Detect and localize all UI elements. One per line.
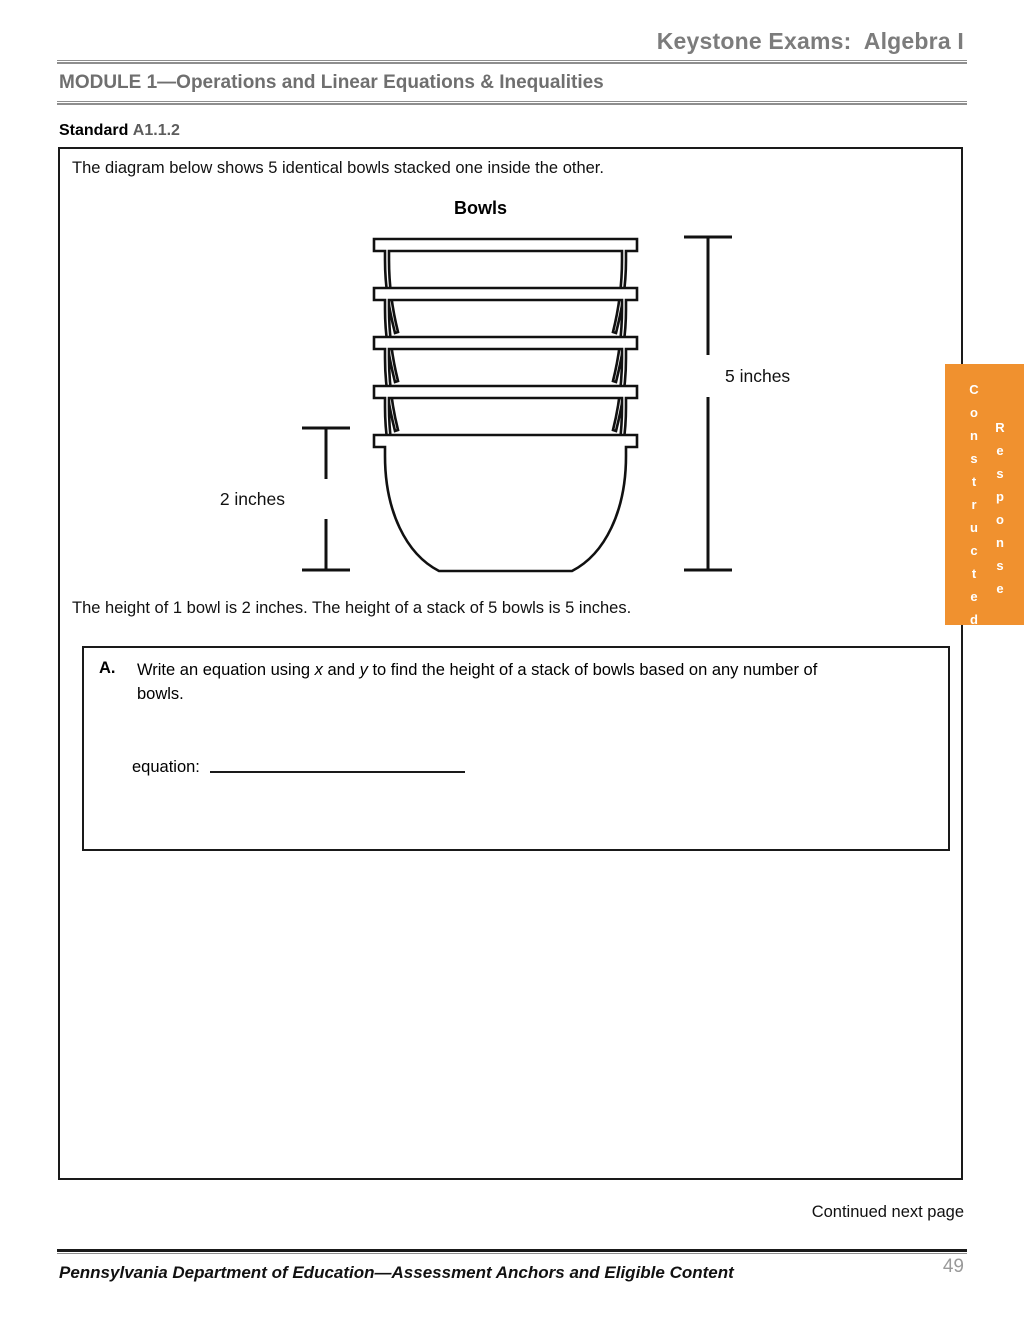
constructed-response-tab bbox=[945, 364, 1024, 625]
standard-code: A1.1.2 bbox=[132, 122, 180, 139]
tab-char: e bbox=[970, 589, 978, 604]
tab-char: s bbox=[996, 466, 1004, 481]
module-title: MODULE 1—Operations and Linear Equations & Inequalities bbox=[59, 72, 604, 93]
bowl-shape-3 bbox=[374, 337, 637, 431]
tab-text-response bbox=[989, 416, 1011, 600]
tab-char: e bbox=[996, 581, 1004, 596]
answer-input-line[interactable] bbox=[210, 771, 465, 773]
part-a-text-1: Write an equation using bbox=[137, 661, 315, 679]
part-a-box bbox=[82, 646, 950, 851]
tab-char: r bbox=[971, 497, 977, 512]
bowl-shape-2 bbox=[374, 288, 637, 382]
tab-char: s bbox=[996, 558, 1004, 573]
answer-label: equation: bbox=[132, 758, 200, 776]
variable-y: y bbox=[359, 661, 368, 679]
diagram-title: Bowls bbox=[453, 198, 507, 218]
bowl-shape-5 bbox=[374, 435, 637, 571]
variable-x: x bbox=[314, 661, 323, 679]
footer-rule-line bbox=[57, 1249, 967, 1254]
module-rule-bottom bbox=[57, 101, 967, 105]
tab-text-constructed bbox=[963, 378, 985, 631]
footer-rule bbox=[57, 1249, 967, 1254]
page-number: 49 bbox=[942, 1256, 964, 1277]
part-a-text-2: and bbox=[322, 661, 360, 679]
tab-char: u bbox=[970, 520, 978, 535]
tab-char: t bbox=[971, 474, 977, 489]
part-a-letter: A. bbox=[99, 659, 116, 677]
tab-char: t bbox=[971, 566, 977, 581]
tab-char: d bbox=[970, 612, 978, 627]
footer-organization: Pennsylvania Department of Education—Assessment Anchors and Eligible Content bbox=[59, 1263, 734, 1282]
stack-label: 5 inches bbox=[725, 366, 791, 386]
answer-row bbox=[132, 758, 465, 777]
summary-text: The height of 1 bowl is 2 inches. The height of a stack of 5 bowls is 5 inches. bbox=[72, 599, 632, 617]
exam-title: Keystone Exams: Algebra I bbox=[656, 28, 964, 54]
tab-char: c bbox=[970, 543, 978, 558]
bowls-diagram-svg bbox=[60, 229, 961, 649]
tab-char: R bbox=[995, 420, 1005, 435]
single-bowl-label: 2 inches bbox=[219, 489, 285, 509]
question-box bbox=[58, 147, 963, 1180]
tab-char: n bbox=[996, 535, 1004, 550]
standard-line bbox=[59, 122, 180, 140]
tab-char: s bbox=[970, 451, 978, 466]
tab-char: o bbox=[970, 405, 978, 420]
bowl-shape-1 bbox=[374, 239, 637, 333]
module-header-band bbox=[57, 60, 967, 105]
part-a-text bbox=[137, 659, 837, 707]
intro-text: The diagram below shows 5 identical bowls stacked one inside the other. bbox=[72, 159, 604, 177]
bowls-diagram bbox=[60, 229, 961, 649]
tab-char: e bbox=[996, 443, 1004, 458]
dimension-single-bowl bbox=[220, 428, 350, 570]
continued-next-page: Continued next page bbox=[811, 1203, 964, 1221]
part-a-text-3: to find the height of a stack of bowls based on any number of bowls. bbox=[137, 661, 818, 703]
tab-char: n bbox=[970, 428, 978, 443]
tab-char: o bbox=[996, 512, 1004, 527]
tab-char: p bbox=[996, 489, 1004, 504]
dimension-stack bbox=[684, 237, 790, 570]
tab-char: C bbox=[969, 382, 979, 397]
standard-label: Standard bbox=[59, 122, 129, 139]
